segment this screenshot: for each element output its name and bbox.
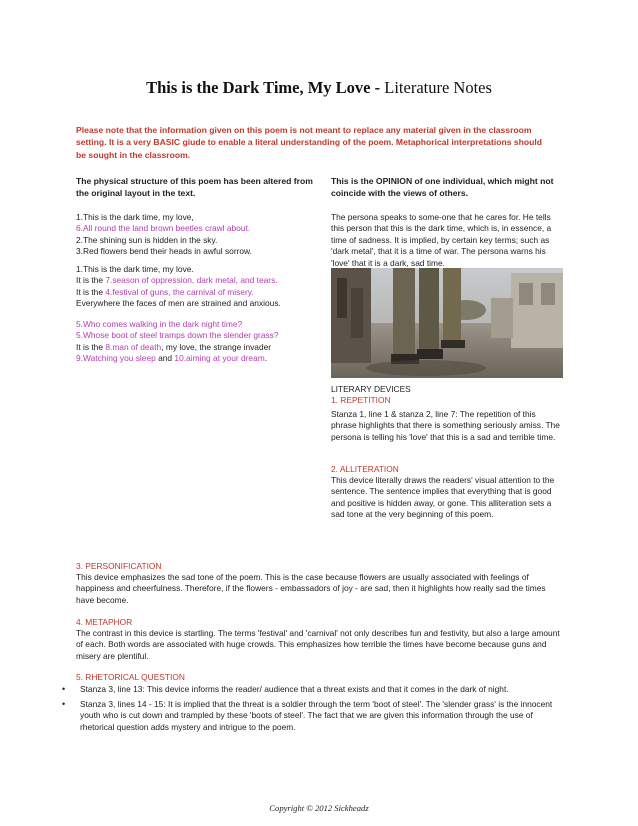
poem-text: It is the — [76, 275, 106, 286]
rhetorical-question-title: 5. RHETORICAL QUESTION — [76, 672, 185, 682]
personification-text: This device emphasizes the sad tone of the poem. This is the case because flowers are usually associated with feelings of happiness and cheerfulness. Therefore, if the flowers - embassadors of joy - are sad, then it highlights how really sad the times have become. — [76, 572, 546, 605]
alliteration-title: 2. ALLITERATION — [331, 464, 399, 474]
poem-line — [76, 353, 326, 364]
metaphor-title: 4. METAPHOR — [76, 617, 133, 627]
literary-devices-label: LITERARY DEVICES — [331, 384, 411, 394]
disclaimer-note: Please note that the information given on this poem is not meant to replace any material given in the classroom setting. It is a very BASIC giude to enable a literal understanding of the poem. Metaphorical interpretations should be sought in the classroom. — [76, 125, 543, 160]
poem-highlight: 10.aiming at your dream — [174, 353, 265, 364]
poem-highlight: 8.man of death — [105, 341, 162, 352]
poem-line: 6.All round the land brown beetles crawl about. — [76, 223, 251, 234]
poem-text: and — [155, 353, 175, 364]
rhetorical-bullet-1: Stanza 3, line 13: This device informs the reader/ audience that a threat exists and that it comes in the dark of night. — [80, 684, 509, 694]
poem-stanza-2 — [76, 264, 326, 310]
poem-stanza-1 — [76, 212, 316, 258]
poem-text: . — [264, 353, 268, 364]
structure-heading: The physical structure of this poem has been altered from the original layout in the text. — [76, 176, 313, 199]
persona-paragraph: The persona speaks to some-one that he cares for. He tells this person that this is the dark time, which is, in essence, a time of sadness. It is implied, by certain key terms; such as 'dark metal', that it is a time of war. The persona warns his 'love' that it is a dark, sad time. — [331, 212, 552, 268]
alliteration-text: This device literally draws the readers' visual attention to the sentence. The sentence implies that everything that is good and positive is hidden away, or gone. This alliteration sets a sad tone at the very beginning of this poem. — [331, 475, 555, 520]
title-main: This is the Dark Time, My Love - — [146, 78, 381, 97]
page-title — [0, 78, 638, 98]
poem-line — [76, 275, 326, 286]
poem-text: , my love, the strange invader — [161, 341, 272, 352]
poem-line — [76, 342, 326, 353]
poem-line — [76, 287, 326, 298]
rhetorical-bullet-2: Stanza 3, lines 14 - 15: It is implied that the threat is a soldier through the term 'boot of steel'. The 'slender grass' is the innocent youth who is cut down and trampled by these 'boots of steel'. The fact that we are given this information through the use of rhetorical question adds mystery and intrigue to the poem. — [80, 699, 553, 732]
bullet-icon: • — [62, 699, 66, 709]
poem-line: 3.Red flowers bend their heads in awful sorrow. — [76, 246, 252, 257]
metaphor-text: The contrast in this device is startling. The terms 'festival' and 'carnival' not only describes fun and festivity, but also a large amount of each. Both words are associated with huge crowds. This emphasizes how terrible the times have become because guns and misery are plentiful. — [76, 628, 560, 661]
title-suffix: Literature Notes — [380, 78, 492, 97]
repetition-text: Stanza 1, line 1 & stanza 2, line 7: The repetition of this phrase highlights that there is something seriously amiss. The persona is telling his 'love' that this is a sad and terrible time. — [331, 409, 560, 442]
copyright-footer: Copyright © 2012 Sickheadz — [269, 803, 369, 813]
personification-title: 3. PERSONIFICATION — [76, 561, 162, 571]
poem-line: 2.The shining sun is hidden in the sky. — [76, 234, 218, 245]
poem-line: 1.This is the dark time, my love. — [76, 264, 194, 274]
poem-line: 5.Who comes walking in the dark night time? — [76, 319, 243, 329]
poem-stanza-3 — [76, 319, 326, 365]
soldiers-photo-graphic — [331, 268, 563, 378]
poem-highlight: 9.Watching you sleep — [76, 353, 156, 364]
poem-highlight: 4.festival of guns, the carnival of misery. — [105, 286, 254, 297]
poem-line: 5.Whose boot of steel tramps down the slender grass? — [76, 330, 279, 341]
bullet-icon: • — [62, 684, 66, 694]
poem-highlight: 7.season of oppression, dark metal, and tears. — [105, 275, 278, 286]
poem-line: 1.This is the dark time, my love, — [76, 212, 194, 222]
poem-text: It is the — [76, 341, 106, 352]
poem-line: Everywhere the faces of men are strained and anxious. — [76, 298, 281, 309]
opinion-heading: This is the OPINION of one individual, which might not coincide with the views of others. — [331, 176, 554, 199]
poem-text: It is the — [76, 286, 106, 297]
repetition-title: 1. REPETITION — [331, 395, 391, 405]
soldiers-photo — [331, 268, 563, 378]
